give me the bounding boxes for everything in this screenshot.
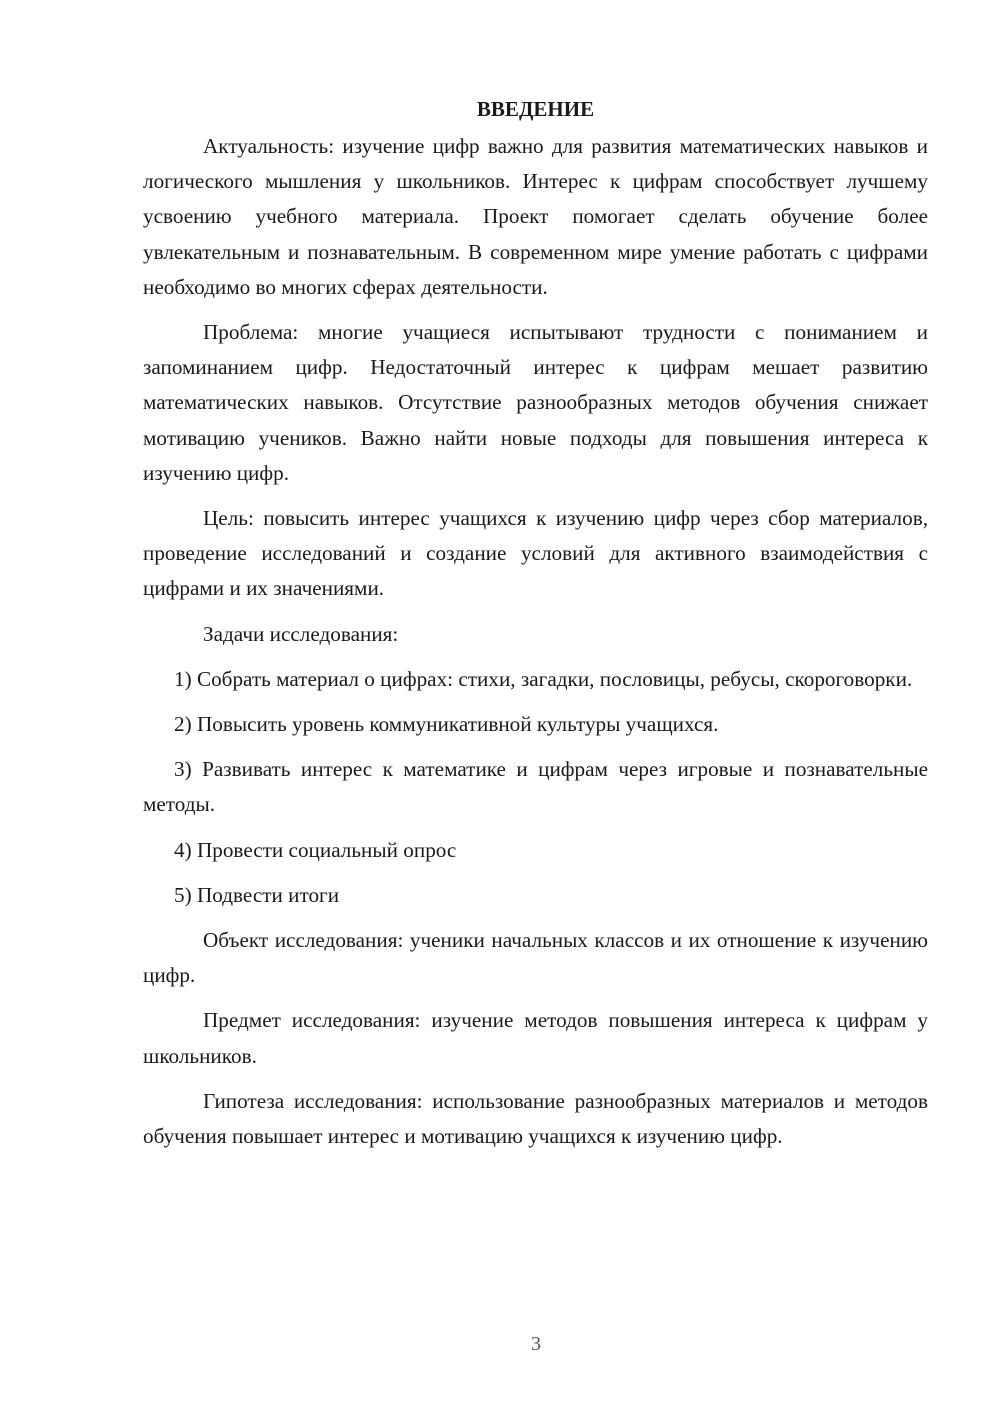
object-paragraph: Объект исследования: ученики начальных классов и их отношение к изучению цифр. — [143, 928, 928, 988]
document-page — [143, 92, 928, 1164]
task-item: 5) Подвести итоги — [174, 882, 340, 907]
page-number: 3 — [531, 1333, 541, 1355]
problem-paragraph: Проблема: многие учащиеся испытывают трудности с пониманием и запоминанием цифр. Недостаточный интерес к цифрам мешает развитию математических навыков. Отсутствие разнообразных методов обучения снижает мотивацию учеников. Важно найти новые подходы для повышения интереса к изучению цифр. — [143, 320, 928, 485]
tasks-title: Задачи исследования: — [203, 621, 399, 646]
subject-paragraph: Предмет исследования: изучение методов повышения интереса к цифрам у школьников. — [143, 1008, 928, 1068]
hypothesis-paragraph: Гипотеза исследования: использование разнообразных материалов и методов обучения повышает интерес и мотивацию учащихся к изучению цифр. — [143, 1088, 928, 1149]
page-title: ВВЕДЕНИЕ — [476, 97, 595, 121]
relevance-paragraph: Актуальность: изучение цифр важно для развития математических навыков и логического мышления у школьников. Интерес к цифрам способствует лучшему усвоению учебного материала. Проект помогает сделать обучение более увлекательным и познавательным. В современном мире умение работать с цифрами необходимо во многих сферах деятельности. — [143, 134, 928, 299]
task-item: 4) Провести социальный опрос — [174, 837, 457, 862]
task-item: 3) Развивать интерес к математике и цифрам через игровые и познавательные методы. — [143, 757, 928, 817]
goal-paragraph: Цель: повысить интерес учащихся к изучению цифр через сбор материалов, проведение исследований и создание условий для активного взаимодействия с цифрами и их значениями. — [143, 506, 928, 601]
task-item: 1) Собрать материал о цифрах: стихи, загадки, пословицы, ребусы, скороговорки. — [174, 666, 913, 691]
task-item: 2) Повысить уровень коммуникативной культуры учащихся. — [174, 712, 719, 737]
